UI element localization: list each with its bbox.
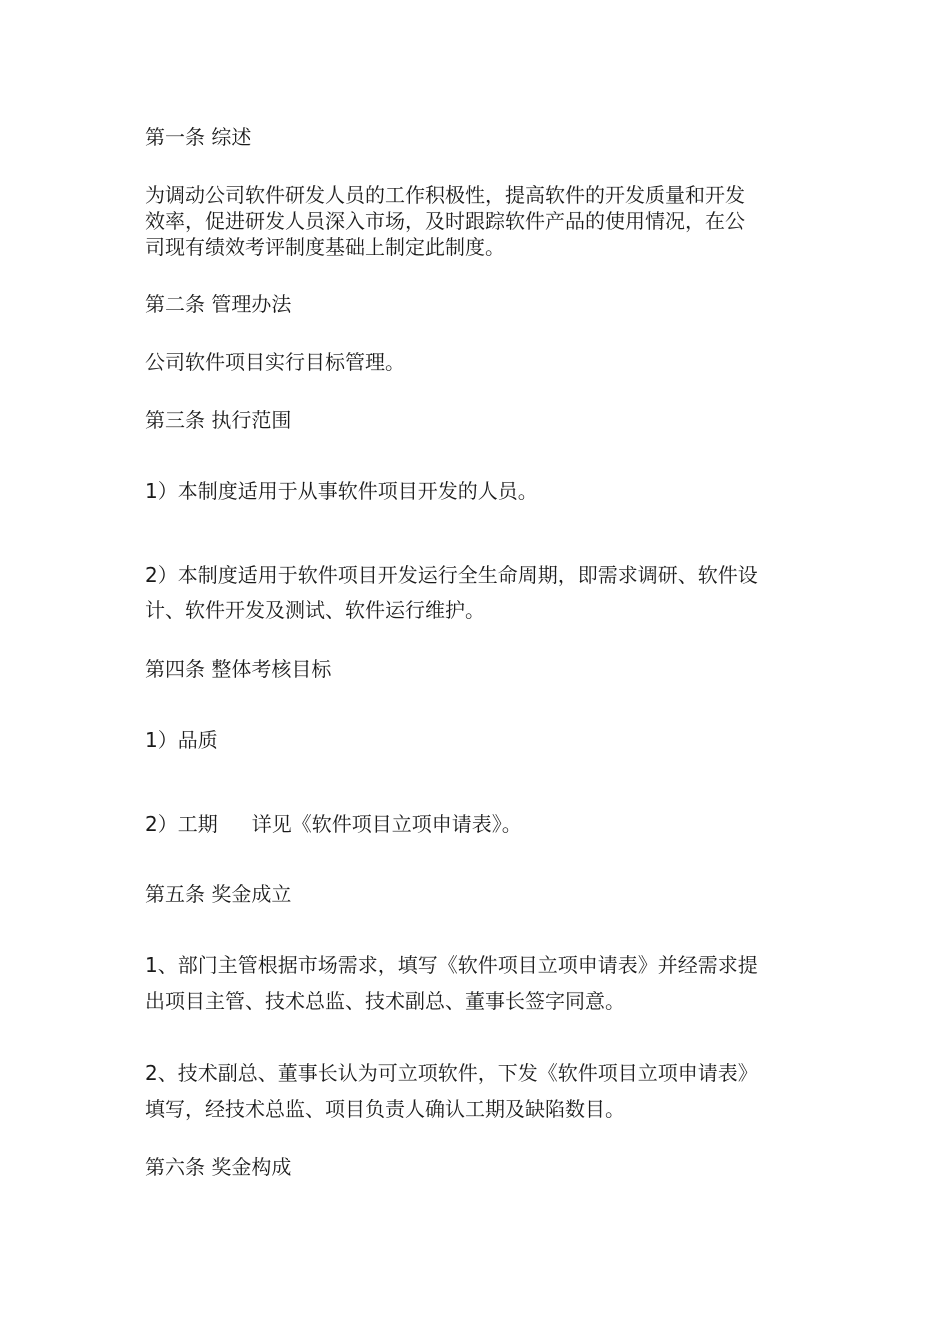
- article-5-heading: 第五条 奖金成立: [145, 882, 292, 906]
- article-4-item-2: [145, 811, 810, 838]
- article-1-line-3: 司现有绩效考评制度基础上制定此制度。: [145, 235, 505, 259]
- article-1-heading: 第一条 综述: [145, 125, 252, 149]
- article-5-item-1-line-1: 1、部门主管根据市场需求，填写《软件项目立项申请表》并经需求提: [145, 953, 758, 977]
- article-2-heading: 第二条 管理办法: [145, 292, 292, 316]
- article-3-item-1: 1）本制度适用于从事软件项目开发的人员。: [145, 479, 538, 503]
- article-1-line-2: 效率，促进研发人员深入市场，及时跟踪软件产品的使用情况，在公: [145, 209, 745, 233]
- article-4-item-2-label: 2）工期: [145, 812, 218, 836]
- article-1-line-1: 为调动公司软件研发人员的工作积极性，提高软件的开发质量和开发: [145, 183, 745, 207]
- article-5-item-2-line-1: 2、技术副总、董事长认为可立项软件，下发《软件项目立项申请表》: [145, 1061, 758, 1085]
- article-4-item-2-text: 详见《软件项目立项申请表》。: [251, 812, 522, 836]
- article-2-text: 公司软件项目实行目标管理。: [145, 350, 405, 374]
- article-3-heading: 第三条 执行范围: [145, 408, 292, 432]
- article-5-item-1-line-2: 出项目主管、技术总监、技术副总、董事长签字同意。: [145, 989, 625, 1013]
- article-4-item-1: 1）品质: [145, 728, 218, 752]
- article-5-item-2-line-2: 填写，经技术总监、项目负责人确认工期及缺陷数目。: [145, 1097, 625, 1121]
- article-3-item-2-line-2: 计、软件开发及测试、软件运行维护。: [145, 598, 485, 622]
- article-3-item-2-line-1: 2）本制度适用于软件项目开发运行全生命周期，即需求调研、软件设: [145, 563, 758, 587]
- article-4-heading: 第四条 整体考核目标: [145, 657, 332, 681]
- article-6-heading: 第六条 奖金构成: [145, 1155, 292, 1179]
